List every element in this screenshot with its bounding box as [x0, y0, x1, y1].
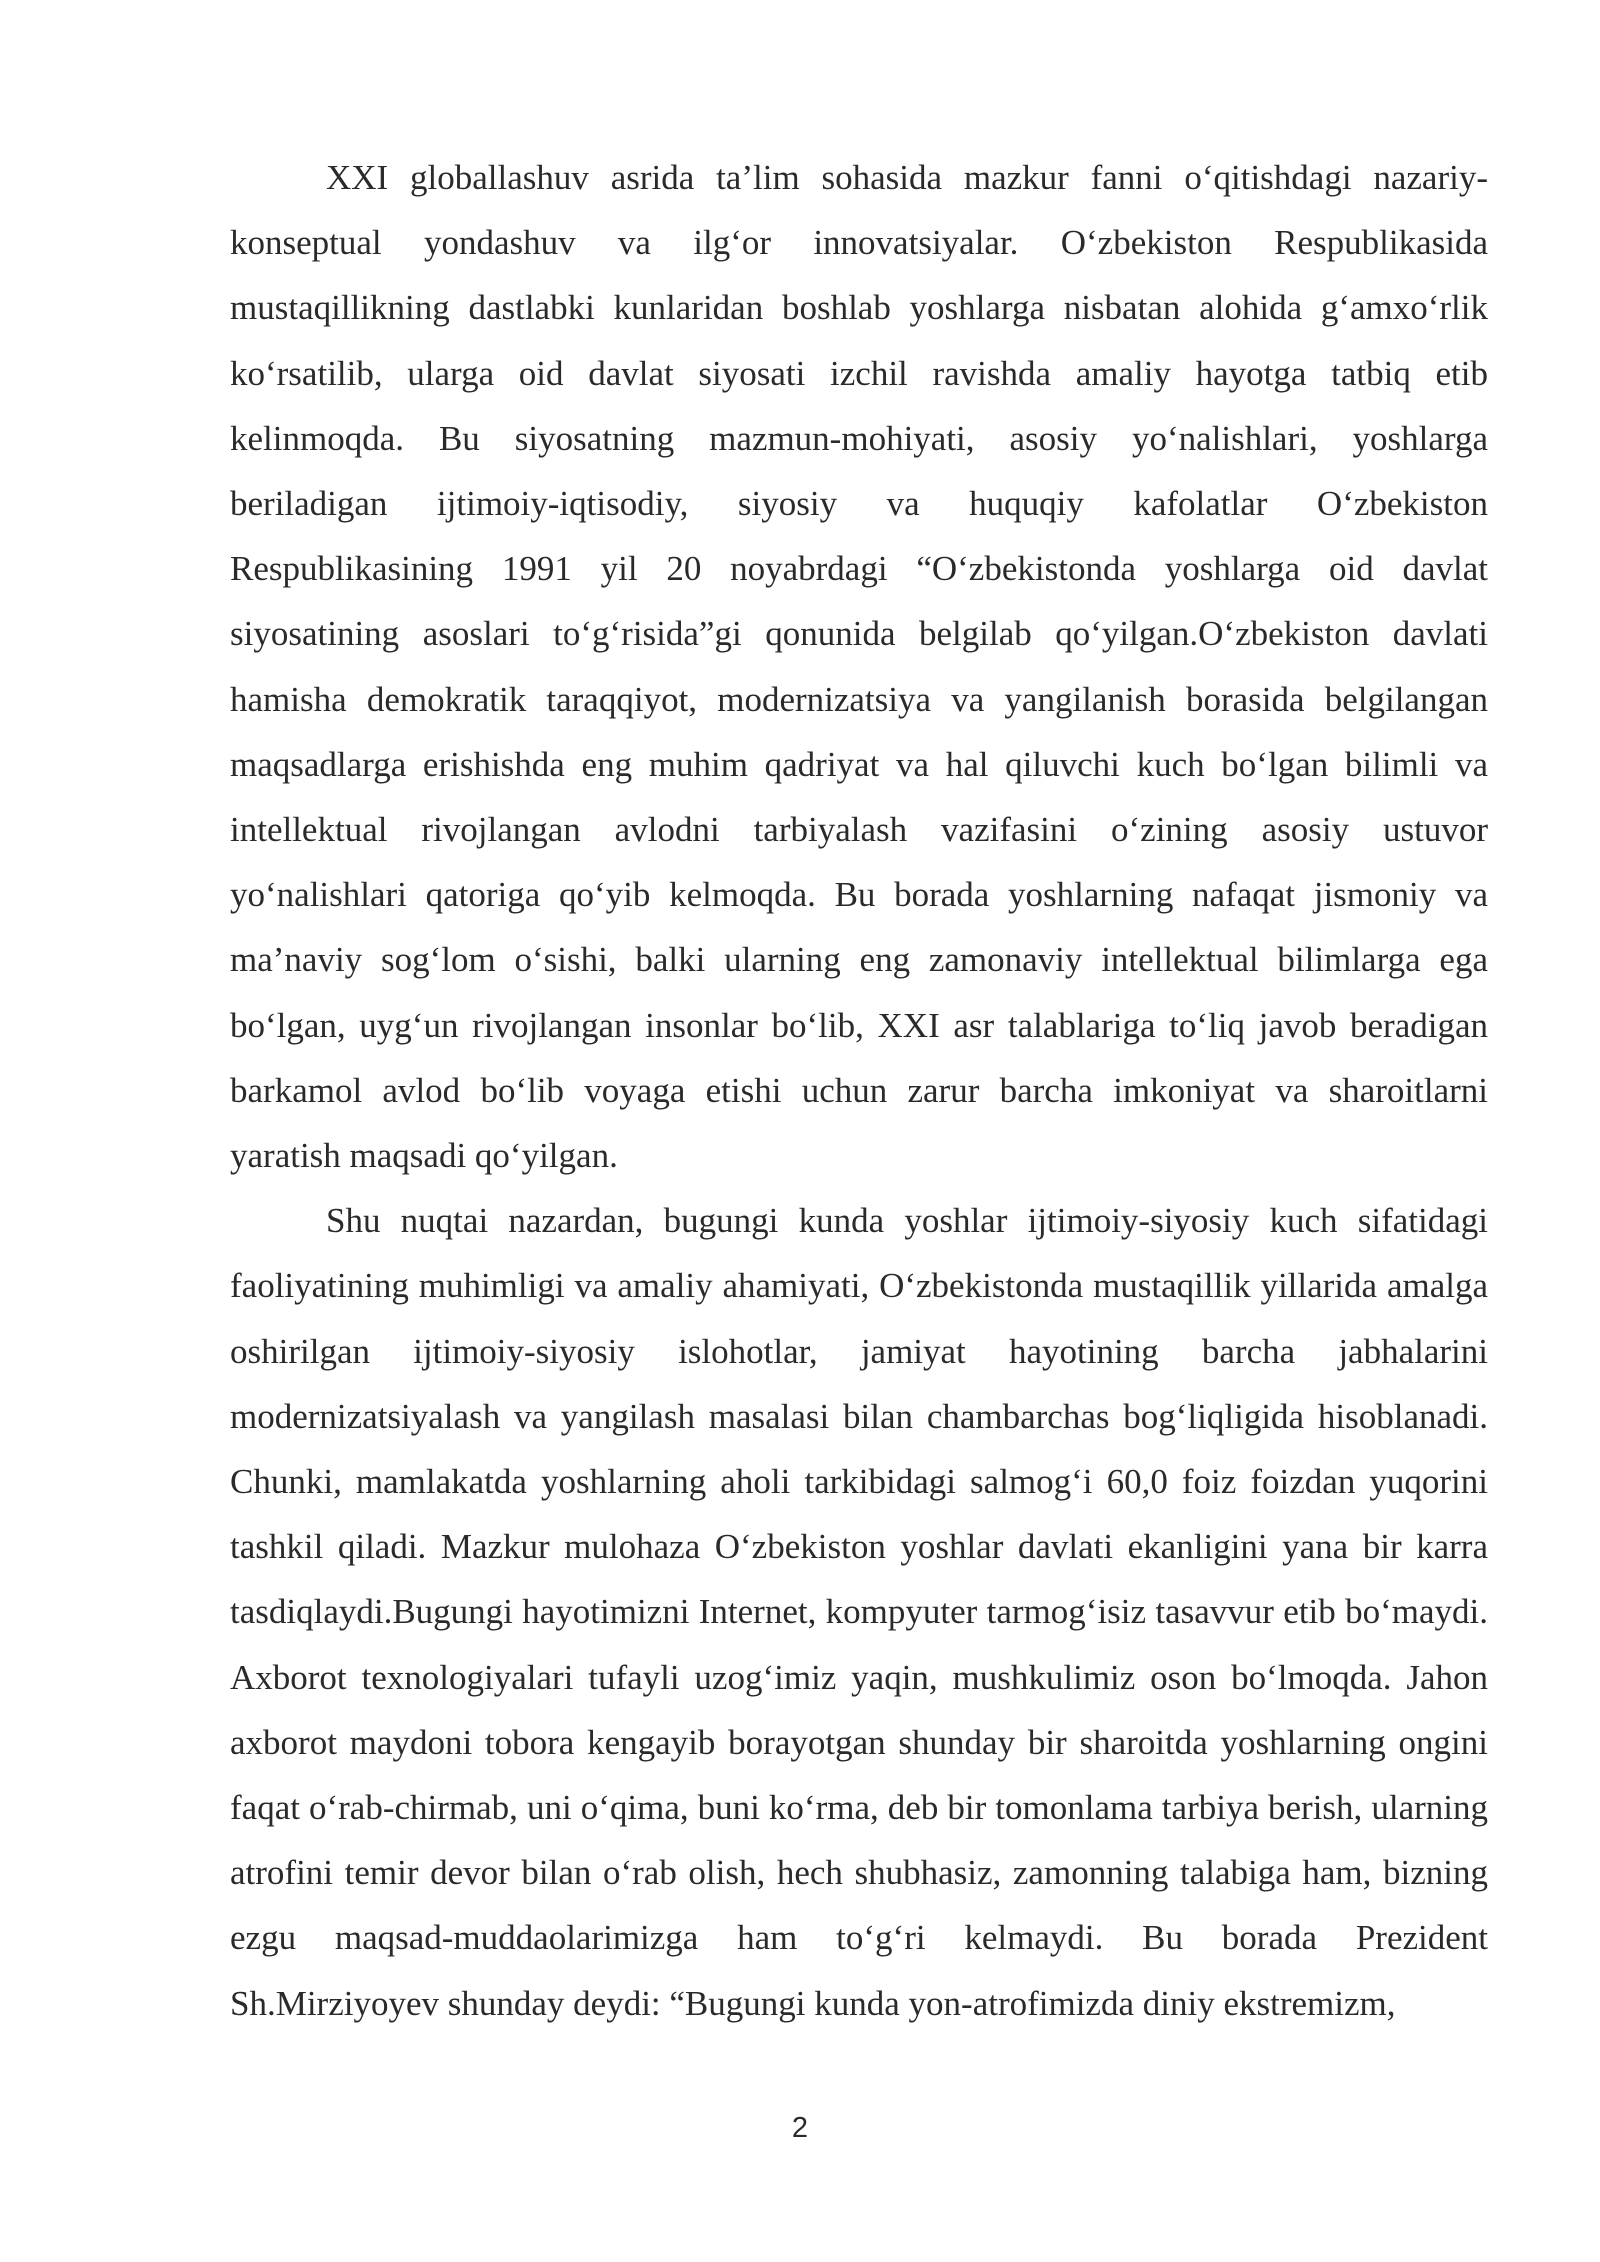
page-number: 2: [791, 2112, 809, 2144]
paragraph-1: XXI globallashuv asrida ta’lim sohasida mazkur fanni o‘qitishdagi nazariy-konseptual yondashuv va ilg‘or innovatsiyalar. O‘zbekiston Respublikasida mustaqillikning dastlabki kunlaridan boshlab yoshlarga nisbatan alohida g‘amxo‘rlik ko‘rsatilib, ularga oid davlat siyosati izchil ravishda amaliy hayotga tatbiq etib kelinmoqda. Bu siyosatning mazmun-mohiyati, asosiy yo‘nalishlari, yoshlarga beriladigan ijtimoiy-iqtisodiy, siyosiy va huquqiy kafolatlar O‘zbekiston Respublikasining 1991 yil 20 noyabrdagi “O‘zbekistonda yoshlarga oid davlat siyosatining asoslari to‘g‘risida”gi qonunida belgilab qo‘yilgan.O‘zbekiston davlati hamisha demokratik taraqqiyot, modernizatsiya va yangilanish borasida belgilangan maqsadlarga erishishda eng muhim qadriyat va hal qiluvchi kuch bo‘lgan bilimli va intellektual rivojlangan avlodni tarbiyalash vazifasini o‘zining asosiy ustuvor yo‘nalishlari qatoriga qo‘yib kelmoqda. Bu borada yoshlarning nafaqat jismoniy va ma’naviy sog‘lom o‘sishi, balki ularning eng zamonaviy intellektual bilimlarga ega bo‘lgan, uyg‘un rivojlangan insonlar bo‘lib, XXI asr talablariga to‘liq javob beradigan barkamol avlod bo‘lib voyaga etishi uchun zarur barcha imkoniyat va sharoitlarni yaratish maqsadi qo‘yilgan.: [230, 158, 1488, 1176]
document-body: [230, 145, 1488, 2036]
paragraph-2: Shu nuqtai nazardan, bugungi kunda yoshlar ijtimoiy-siyosiy kuch sifatidagi faoliyatining muhimligi va amaliy ahamiyati, O‘zbekistonda mustaqillik yillarida amalga oshirilgan ijtimoiy-siyosiy islohotlar, jamiyat hayotining barcha jabhalarini modernizatsiyalash va yangilash masalasi bilan chambarchas bog‘liqligida hisoblanadi. Chunki, mamlakatda yoshlarning aholi tarkibidagi salmog‘i 60,0 foiz foizdan yuqorini tashkil qiladi. Mazkur mulohaza O‘zbekiston yoshlar davlati ekanligini yana bir karra tasdiqlaydi.Bugungi hayotimizni Internet, kompyuter tarmog‘isiz tasavvur etib bo‘maydi. Axborot texnologiyalari tufayli uzog‘imiz yaqin, mushkulimiz oson bo‘lmoqda. Jahon axborot maydoni tobora kengayib borayotgan shunday bir sharoitda yoshlarning ongini faqat o‘rab-chirmab, uni o‘qima, buni ko‘rma, deb bir tomonlama tarbiya berish, ularning atrofini temir devor bilan o‘rab olish, hech shubhasiz, zamonning talabiga ham, bizning ezgu maqsad-muddaolarimizga ham to‘g‘ri kelmaydi. Bu borada Prezident Sh.Mirziyoyev shunday deydi: “Bugungi kunda yon-atrofimizda diniy ekstremizm,: [230, 1201, 1488, 2023]
